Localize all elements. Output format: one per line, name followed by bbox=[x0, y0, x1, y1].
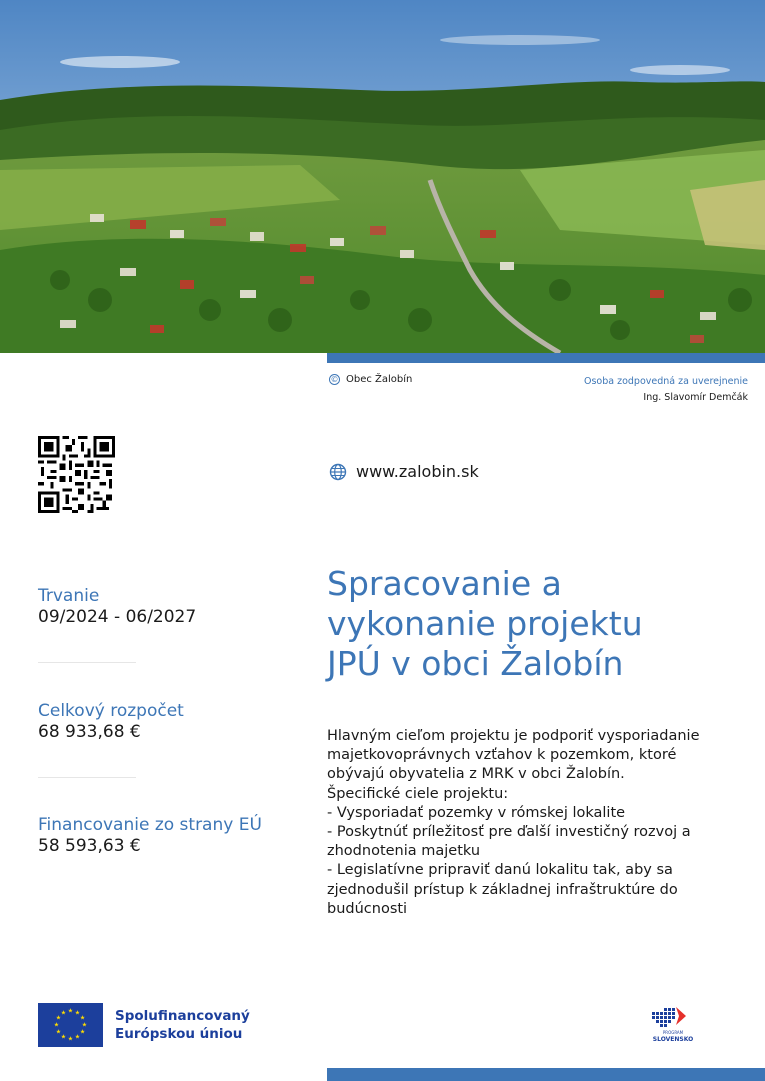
responsible-label: Osoba zodpovedná za uverejnenie bbox=[583, 376, 748, 387]
responsible-name: Ing. Slavomír Demčák bbox=[643, 392, 748, 403]
project-title-line: Spracovanie a bbox=[327, 564, 562, 603]
svg-text:★: ★ bbox=[67, 1007, 74, 1015]
photo-credit bbox=[329, 374, 412, 385]
fact-value: 68 933,68 € bbox=[38, 722, 141, 742]
globe-icon bbox=[329, 463, 347, 481]
qr-code-icon[interactable] bbox=[38, 436, 115, 513]
bottom-accent-bar bbox=[327, 1068, 765, 1081]
program-logo-line: PROGRAM bbox=[662, 1030, 684, 1035]
fact-total-budget bbox=[38, 701, 278, 743]
project-title bbox=[327, 564, 747, 684]
project-description bbox=[327, 727, 737, 919]
description-line: zjednodušil prístup k základnej infraštruktúre do bbox=[327, 881, 678, 898]
fact-value: 58 593,63 € bbox=[38, 836, 141, 856]
top-accent-bar bbox=[327, 353, 765, 363]
svg-text:★: ★ bbox=[79, 1014, 86, 1022]
fact-duration bbox=[38, 586, 278, 628]
divider bbox=[38, 777, 136, 778]
website-link[interactable] bbox=[329, 462, 479, 481]
fact-label: Financovanie zo strany EÚ bbox=[38, 815, 262, 835]
description-line: - Vysporiadať pozemky v rómskej lokalite bbox=[327, 804, 626, 821]
svg-text:★: ★ bbox=[53, 1021, 60, 1029]
program-logo-line: SLOVENSKO bbox=[652, 1036, 694, 1043]
svg-text:★: ★ bbox=[55, 1028, 62, 1036]
svg-text:★: ★ bbox=[60, 1033, 67, 1041]
svg-text:★: ★ bbox=[67, 1035, 74, 1043]
project-title-line: JPÚ v obci Žalobín bbox=[327, 644, 624, 683]
village-landscape-image bbox=[0, 0, 765, 353]
program-slovensko-logo bbox=[648, 1004, 698, 1044]
svg-text:★: ★ bbox=[55, 1014, 62, 1022]
description-line: zhodnotenia majetku bbox=[327, 843, 481, 860]
description-line: obývajú obyvatelia z MRK v obci Žalobín. bbox=[327, 766, 625, 783]
svg-text:★: ★ bbox=[81, 1021, 88, 1029]
svg-text:★: ★ bbox=[74, 1033, 81, 1041]
eu-cofunding-logo bbox=[38, 1003, 250, 1047]
responsible-person bbox=[584, 374, 748, 406]
eu-logo-line: Spolufinancovaný bbox=[115, 1008, 250, 1024]
fact-label: Trvanie bbox=[38, 586, 100, 606]
svg-text:★: ★ bbox=[60, 1009, 67, 1017]
svg-text:★: ★ bbox=[79, 1028, 86, 1036]
description-line: - Legislatívne pripraviť danú lokalitu tak, aby sa bbox=[327, 862, 673, 879]
website-url[interactable]: www.zalobin.sk bbox=[356, 462, 479, 481]
eu-logo-line: Európskou úniou bbox=[115, 1026, 243, 1042]
fact-label: Celkový rozpočet bbox=[38, 701, 184, 721]
fact-value: 09/2024 - 06/2027 bbox=[38, 607, 197, 627]
description-line: budúcnosti bbox=[327, 900, 408, 917]
photo-credit-text: Obec Žalobín bbox=[346, 374, 413, 385]
description-line: Špecifické ciele projektu: bbox=[327, 785, 509, 802]
hero-photo bbox=[0, 0, 765, 353]
project-title-line: vykonanie projektu bbox=[327, 604, 643, 643]
description-line: Hlavným cieľom projektu je podporiť vysporiadanie bbox=[327, 728, 700, 744]
fact-eu-funding bbox=[38, 815, 278, 857]
divider bbox=[38, 662, 136, 663]
eu-flag-icon bbox=[38, 1003, 103, 1047]
description-line: majetkovoprávnych vzťahov k pozemkom, ktoré bbox=[327, 747, 677, 764]
copyright-icon: © bbox=[330, 375, 339, 384]
svg-text:★: ★ bbox=[74, 1009, 81, 1017]
description-line: - Poskytnúť príležitosť pre ďalší investičný rozvoj a bbox=[327, 824, 691, 841]
